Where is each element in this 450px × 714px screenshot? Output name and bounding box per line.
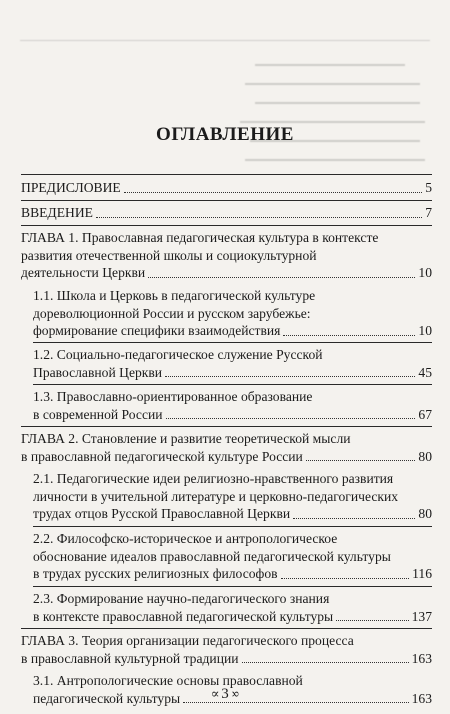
dot-leader — [124, 191, 422, 193]
ornament-left-icon: ∝ — [210, 686, 218, 701]
toc-entry-text: 1.1. Школа и Церковь в педагогической культуре дореволюционной России и русском зарубежье: — [33, 288, 316, 321]
toc-entry-leader-line — [21, 448, 432, 466]
toc-entry-introduction[interactable] — [21, 204, 432, 222]
dot-leader — [96, 216, 422, 218]
bleed-through-line — [245, 83, 420, 85]
toc-entry-leader-line — [33, 322, 432, 340]
toc-entry-section-1-3[interactable] — [33, 388, 432, 423]
toc-entry-text: 2.3. Формирование научно-педагогического знания — [33, 591, 330, 606]
toc-entry-section-2-2[interactable] — [33, 530, 432, 583]
toc-divider — [21, 628, 432, 629]
dot-leader — [306, 459, 416, 461]
toc-divider — [33, 526, 432, 527]
toc-entry-page: 80 — [418, 448, 432, 464]
toc-divider — [21, 200, 432, 201]
toc-entry-preface[interactable] — [21, 179, 432, 197]
toc-entry-page: 10 — [418, 265, 432, 280]
toc-divider — [33, 342, 432, 343]
toc-entry-chapter-3[interactable] — [21, 632, 432, 667]
toc-entry-chapter-1[interactable] — [21, 229, 432, 282]
toc-entry-title-end: в православной педагогической культуре России — [21, 448, 303, 464]
bleed-through-line — [255, 64, 405, 66]
dot-leader — [283, 334, 415, 336]
toc-divider — [21, 174, 432, 175]
toc-entry-page: 163 — [411, 650, 432, 666]
toc-entry-text: ГЛАВА 3. Теория организации педагогического процесса — [21, 633, 354, 648]
toc-entry-text: 3.1. Антропологические основы православной — [33, 673, 303, 688]
toc-entry-title-end: в контексте православной педагогической культуры — [33, 608, 334, 624]
toc-divider — [33, 384, 432, 385]
dot-leader — [165, 375, 415, 377]
toc-entry-leader-line — [33, 565, 432, 583]
toc-entry-section-1-2[interactable] — [33, 346, 432, 381]
toc-entry-text: 1.2. Социально-педагогическое служение Русской — [33, 347, 323, 362]
toc-entry-leader-line — [21, 179, 432, 197]
toc-entry-title-end: в трудах русских религиозных философов — [33, 566, 278, 581]
toc-entry-page: 163 — [411, 690, 432, 706]
bleed-through-line — [255, 102, 420, 104]
toc-divider — [21, 426, 432, 427]
toc-entry-title: ПРЕДИСЛОВИЕ — [21, 180, 121, 195]
page-footer — [0, 686, 450, 703]
toc-entry-leader-line — [21, 650, 432, 668]
toc-entry-title-end: в современной России — [33, 406, 163, 422]
toc-entry-leader-line — [33, 406, 432, 424]
dot-leader — [242, 661, 409, 663]
toc-title: ОГЛАВЛЕНИЕ — [156, 124, 294, 145]
dot-leader — [293, 517, 415, 519]
toc-entry-title-end: деятельности Церкви — [21, 265, 146, 280]
toc-entry-chapter-2[interactable] — [21, 430, 432, 465]
toc-entry-text: 1.3. Православно-ориентированное образование — [33, 389, 313, 404]
toc-entry-text: 2.2. Философско-историческое и антропологическое обоснование идеалов православной педагогической культуры — [33, 531, 391, 564]
toc-divider — [21, 225, 432, 226]
toc-entry-page: 5 — [425, 180, 432, 195]
toc-entry-page: 7 — [425, 205, 432, 220]
dot-leader — [148, 276, 415, 278]
toc-entry-page: 67 — [418, 406, 432, 422]
toc-entry-title: ВВЕДЕНИЕ — [21, 205, 93, 220]
toc-entry-section-1-1[interactable] — [33, 287, 432, 340]
ornament-right-icon: ∝ — [232, 686, 240, 701]
toc-entry-title-end: формирование специфики взаимодействия — [33, 323, 281, 338]
bleed-through-line — [245, 159, 425, 161]
toc-entry-leader-line — [33, 608, 432, 626]
toc-entry-title-end: трудах отцов Русской Православной Церкви — [33, 506, 291, 521]
page-number: 3 — [221, 686, 229, 702]
toc-entry-leader-line — [33, 505, 432, 523]
toc-entry-page: 116 — [412, 566, 432, 581]
toc-entry-title-end: в православной культурной традиции — [21, 650, 239, 666]
bleed-through-header-rule — [20, 40, 430, 41]
toc-entry-title-end: Православной Церкви — [33, 364, 163, 380]
toc-entry-page: 10 — [418, 323, 432, 338]
toc-entry-page: 137 — [411, 608, 432, 624]
toc-entry-title-end: педагогической культуры — [33, 690, 181, 706]
toc-entry-section-2-3[interactable] — [33, 590, 432, 625]
dot-leader — [281, 577, 410, 579]
toc-entry-section-2-1[interactable] — [33, 470, 432, 523]
dot-leader — [166, 417, 416, 419]
toc-entry-text: 2.1. Педагогические идеи религиозно-нравственного развития личности в учительной литературе и церковно-педагогических — [33, 471, 399, 504]
toc-entry-page: 45 — [418, 364, 432, 380]
toc-entry-leader-line — [21, 204, 432, 222]
toc-entry-text: ГЛАВА 2. Становление и развитие теоретической мысли — [21, 431, 351, 446]
toc-divider — [33, 586, 432, 587]
toc-entry-leader-line — [33, 364, 432, 382]
toc-entry-leader-line — [21, 264, 432, 282]
bleed-through-line — [240, 121, 425, 123]
dot-leader — [336, 619, 408, 621]
toc-entry-page: 80 — [418, 506, 432, 521]
toc-entry-text: ГЛАВА 1. Православная педагогическая культура в контексте развития отечественной школы и социокультурной — [21, 230, 379, 263]
